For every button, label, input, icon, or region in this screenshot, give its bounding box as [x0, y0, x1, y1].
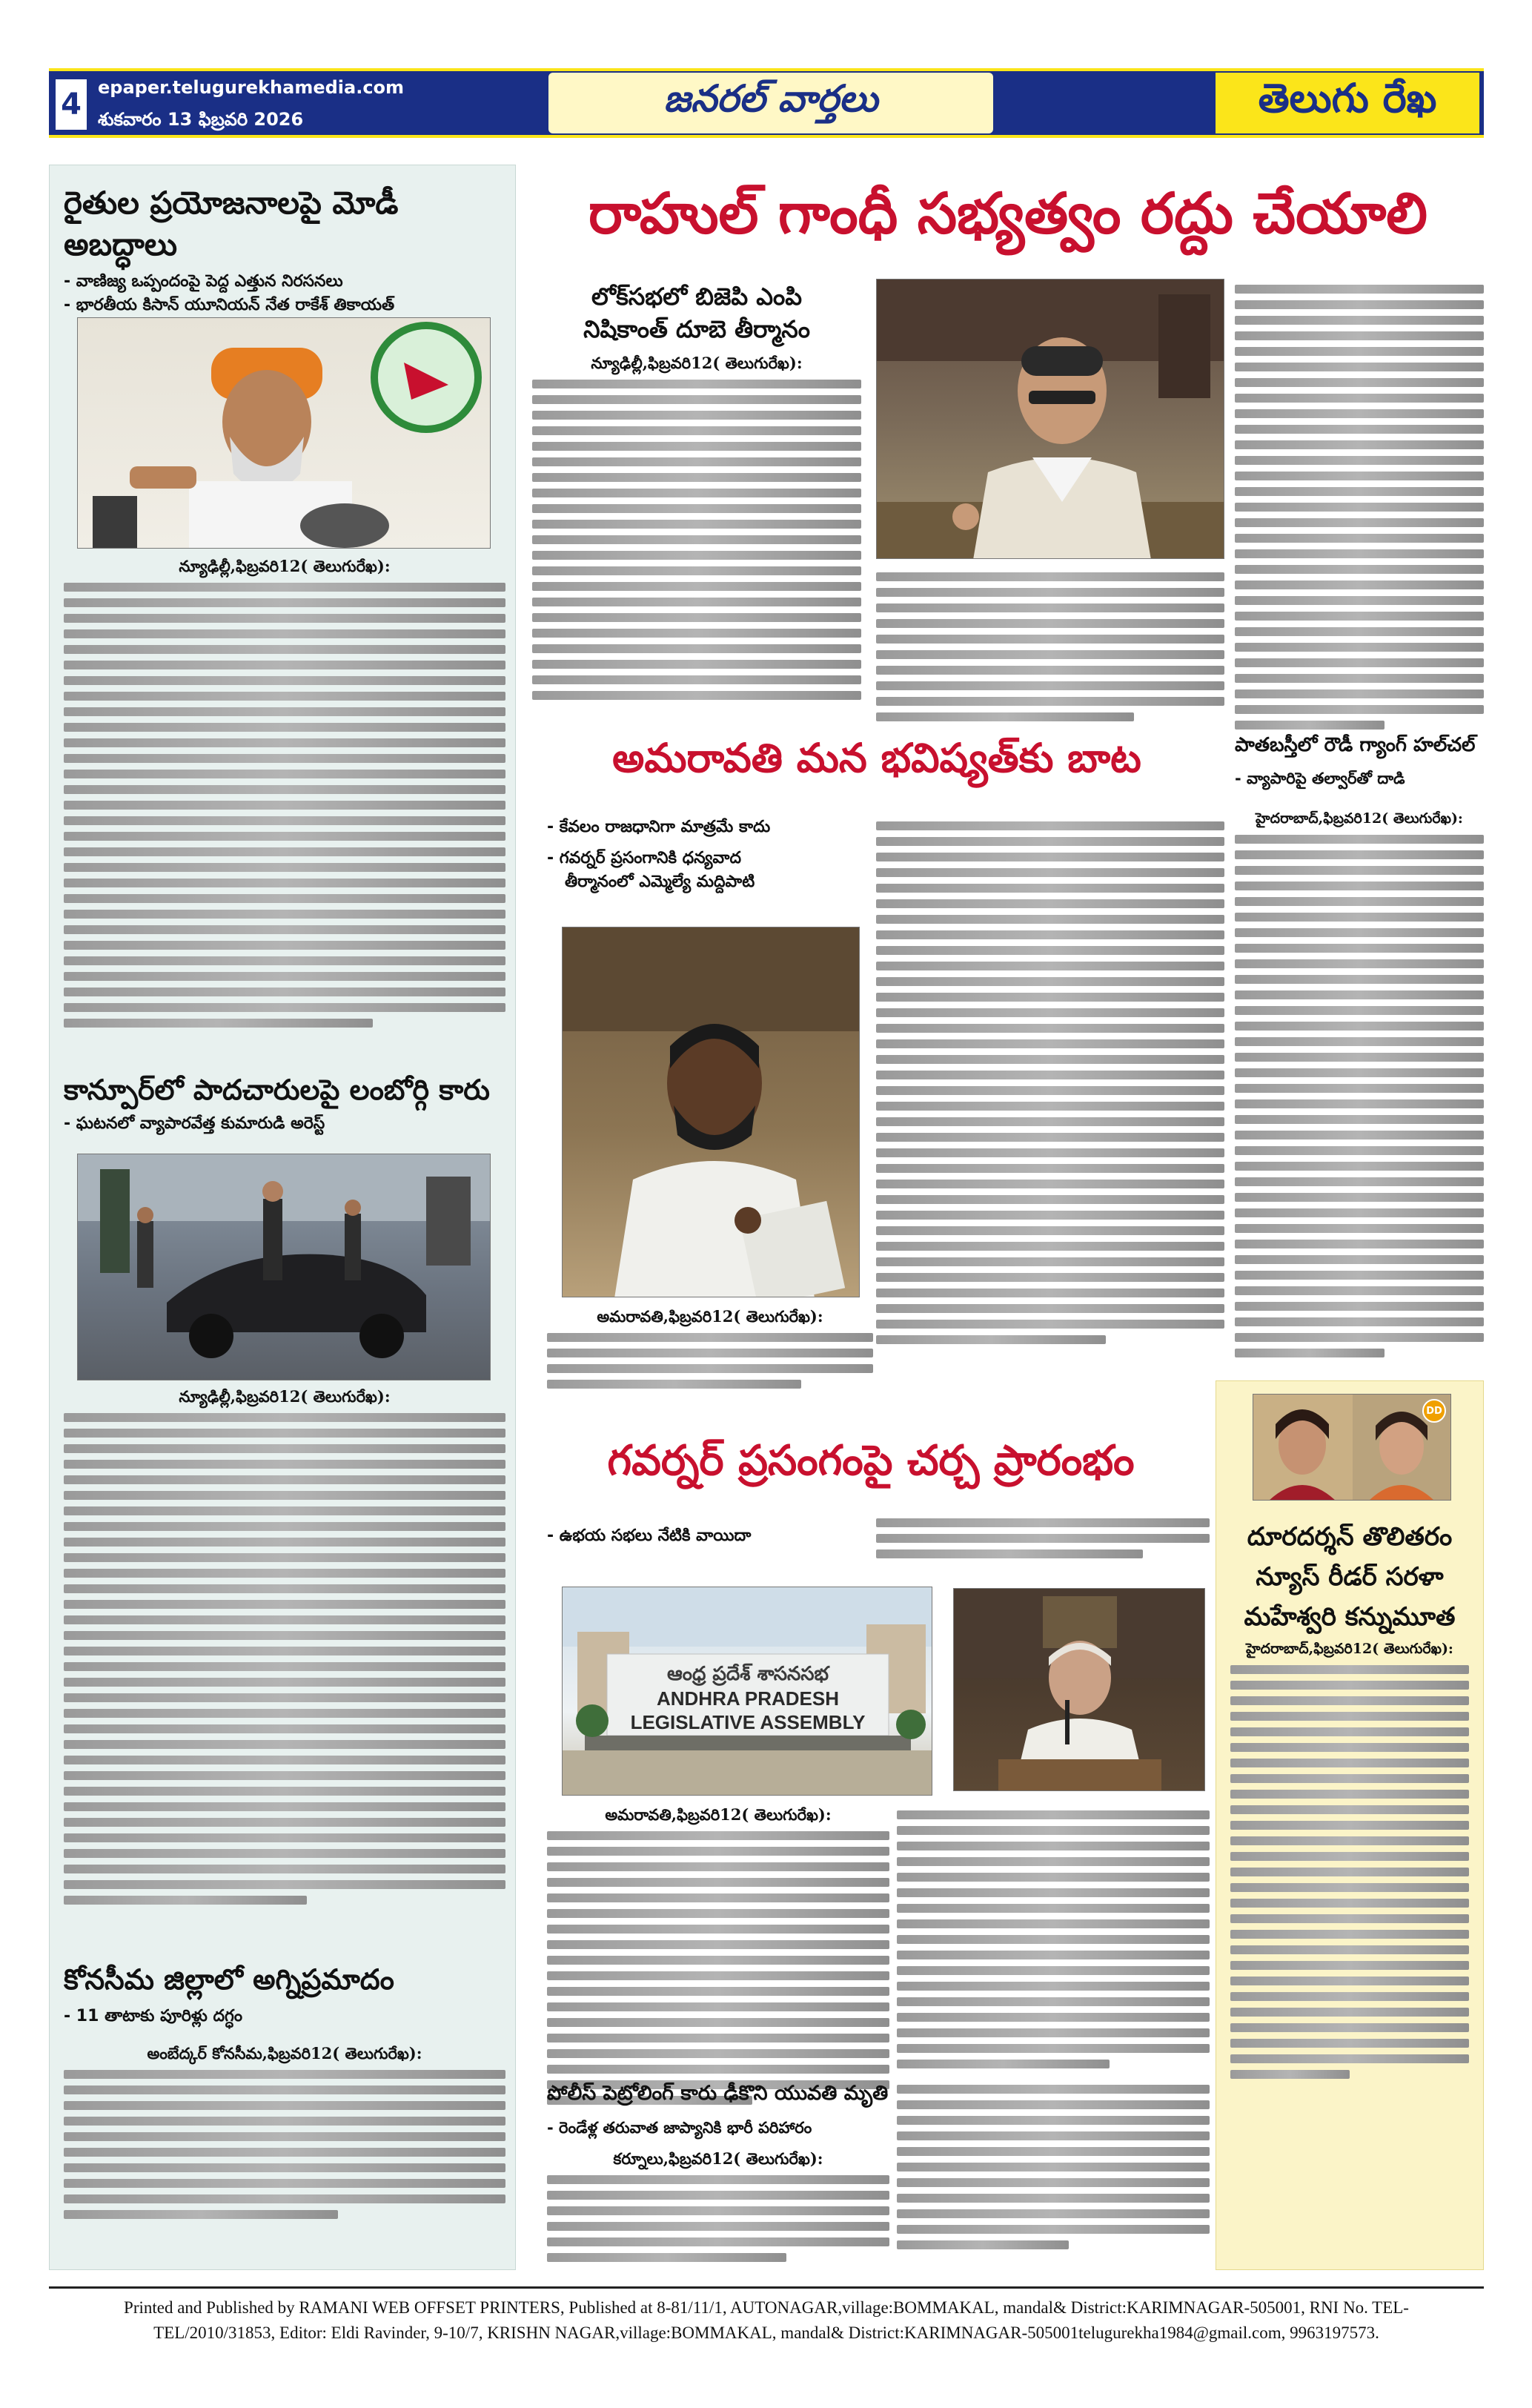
article-kanpur — [64, 1071, 505, 1136]
subhead-konaseema: - 11 తాటాకు పూరిళ్లు దగ్ధం — [64, 2007, 242, 2025]
dateline-old-city: హైదరాబాద్,ఫిబ్రవరి12( తెలుగురేఖ): — [1256, 810, 1463, 827]
article-police-patrol — [547, 2079, 889, 2140]
page-number: 4 — [61, 87, 82, 122]
headline-kanpur: కాన్పూర్‌లో పాదచారులపై లంబోర్గి కారు — [64, 1074, 490, 1106]
dateline-kanpur: న్యూఢిల్లీ,ఫిబ్రవరి12( తెలుగురేఖ): — [179, 1387, 391, 1406]
dateline-farmers: న్యూఢిల్లీ,ఫిబ్రవరి12( తెలుగురేఖ): — [179, 557, 391, 575]
lead-dateline: న్యూఢిల్లీ,ఫిబ్రవరి12( తెలుగురేఖ): — [591, 354, 803, 372]
article-doordarshan-body — [1230, 1638, 1469, 2086]
photo-lamborghini-illustration — [78, 1154, 491, 1380]
newspaper-logo: తెలుగు రేఖ — [1258, 74, 1437, 122]
dateline-police-patrol: కర్నూలు,ఫిబ్రవరి12( తెలుగురేఖ): — [613, 2149, 823, 2168]
governor-dateline: అమరావతి,ఫిబ్రవరి12( తెలుగురేఖ): — [605, 1805, 832, 1824]
article-old-city — [1235, 731, 1484, 790]
photo-rakesh-tikait — [77, 317, 491, 549]
subhead-farmers-1: - వాణిజ్య ఒప్పందంపై పెద్ద ఎత్తున నిరసనలు — [64, 272, 343, 291]
footer-imprint-line2: TEL/2010/31853, Editor: Eldi Ravinder, 9-10/7, KRISHN NAGAR,village:BOMMAKAL, mandal& District:KARIMNAGAR-505001telugurekha1984@gmail.com, 9963197573. — [153, 2323, 1379, 2342]
lead-headline: రాహుల్ గాంధీ సభ్యత్వం రద్దు చేయాలి — [588, 180, 1427, 246]
site-url[interactable]: epaper.telugurekhamedia.com — [98, 77, 405, 98]
lead-kicker-line1: లోక్‌సభలో బిజెపి ఎంపి — [591, 282, 802, 311]
lead-kicker — [532, 280, 861, 345]
amaravati-subhead-2: - గవర్నర్ ప్రసంగానికి ధన్యవాద — [547, 849, 741, 867]
amaravati-subheads — [547, 816, 873, 894]
article-kanpur-body — [64, 1386, 505, 1911]
headline-konaseema: కోనసీమ జిల్లాలో అగ్నిప్రమాదం — [64, 1963, 394, 1996]
dd-logo — [1422, 1399, 1446, 1423]
amaravati-subhead-3: తీర్మానంలో ఎమ్మెల్యే మద్దిపాటి — [565, 873, 755, 891]
subhead-police-patrol: - రెండేళ్ల తరువాత జాప్యానికి భారీ పరిహారం — [547, 2119, 812, 2137]
photo-assembly-building — [562, 1587, 932, 1796]
subhead-old-city: - వ్యాపారిపై తల్వార్‌తో దాడి — [1235, 770, 1405, 787]
footer-imprint — [49, 2295, 1484, 2346]
dateline-doordarshan: హైదరాబాద్,ఫిబ్రవరి12( తెలుగురేఖ): — [1246, 1641, 1453, 1657]
headline-doordarshan: దూరదర్శన్ తొలితరం న్యూస్ రీడర్ సరళా మహేశ్వరి కన్నుమూత — [1244, 1522, 1456, 1632]
subhead-kanpur: - ఘటనలో వ్యాపారవేత్త కుమారుడి అరెస్ట్ — [64, 1114, 325, 1133]
governor-subhead: - ఉభయ సభలు నేటికి వాయిదా — [547, 1526, 752, 1545]
article-konaseema — [64, 1960, 505, 2028]
article-konaseema-body — [64, 2043, 505, 2226]
amaravati-body — [876, 816, 1224, 1351]
photo-lamborghini — [77, 1154, 491, 1380]
article-police-patrol-body — [547, 2149, 889, 2269]
logo-box — [1216, 73, 1479, 133]
photo-maddipati-illustration — [563, 927, 860, 1297]
subhead-farmers-2: - భారతీయ కిసాన్ యూనియన్ నేత రాకేశ్ తికాయత్ — [64, 296, 395, 314]
footer-rule — [49, 2286, 1484, 2289]
photo-nishikant-dubey-illustration — [877, 280, 1224, 559]
headline-farmers: రైతుల ప్రయోజనాలపై మోడీ అబద్ధాలు — [64, 185, 399, 262]
assembly-sign-english-1: ANDHRA PRADESH — [656, 1687, 840, 1710]
photo-sarala-maheshwari — [1253, 1394, 1451, 1501]
amaravati-subhead-1: - కేవలం రాజధానిగా మాత్రమే కాదు — [547, 818, 771, 836]
lead-body-col1 — [532, 353, 861, 707]
governor-intro-body — [876, 1512, 1210, 1565]
footer-imprint-line1: Printed and Published by RAMANI WEB OFFSET PRINTERS, Published at 8-81/11/1, AUTONAGAR,village:BOMMAKAL, mandal& District:KARIMNAGAR-505001, RNI No. TEL- — [124, 2298, 1409, 2317]
headline-police-patrol: పోలీస్ పెట్రోలింగ్ కారు ఢీకొని యువతి మృతి — [547, 2082, 889, 2105]
photo-rakesh-tikait-illustration — [78, 318, 491, 549]
section-title-box — [548, 73, 993, 133]
article-police-patrol-body-col2 — [897, 2079, 1210, 2256]
photo-nishikant-dubey — [876, 279, 1224, 559]
amaravati-headline: అమరావతి మన భవిష్యత్‌కు బాట — [612, 735, 1141, 781]
governor-body-col1 — [547, 1805, 889, 2111]
article-old-city-body — [1235, 808, 1484, 1364]
assembly-sign — [607, 1661, 889, 1736]
photo-governor-illustration — [954, 1589, 1205, 1791]
governor-headline: గవర్నర్ ప్రసంగంపై చర్చ ప్రారంభం — [607, 1437, 1135, 1485]
headline-old-city: పాతబస్తీలో రౌడీ గ్యాంగ్ హల్‌చల్ — [1235, 734, 1476, 756]
section-title: జనరల్ వార్తలు — [663, 76, 878, 120]
article-farmers-body — [64, 556, 505, 1034]
dd-logo-label: DD — [1426, 1405, 1442, 1417]
amaravati-dateline: అమరావతి,ఫిబ్రవరి12( తెలుగురేఖ): — [597, 1307, 823, 1326]
photo-governor — [953, 1588, 1205, 1791]
article-farmers — [64, 182, 505, 317]
lead-body-col3 — [1235, 279, 1484, 736]
assembly-sign-english-2: LEGISLATIVE ASSEMBLY — [630, 1711, 866, 1733]
lead-body-col2 — [876, 566, 1224, 728]
dateline-konaseema: అంబేద్కర్ కోనసీమ,ఫిబ్రవరి12( తెలుగురేఖ): — [147, 2044, 422, 2063]
assembly-sign-telugu: ఆంధ్ర ప్రదేశ్ శాసనసభ — [667, 1663, 829, 1685]
page-number-box — [53, 77, 89, 132]
amaravati-caption — [547, 1306, 873, 1395]
photo-maddipati — [562, 927, 860, 1297]
lead-kicker-line2: నిషికాంత్ దూబె తీర్మానం — [583, 315, 810, 343]
issue-date: శుకవారం 13 ఫిబ్రవరి 2026 — [98, 109, 304, 130]
governor-body-col2 — [897, 1805, 1210, 2075]
photo-sarala-maheshwari-illustration — [1253, 1395, 1451, 1501]
